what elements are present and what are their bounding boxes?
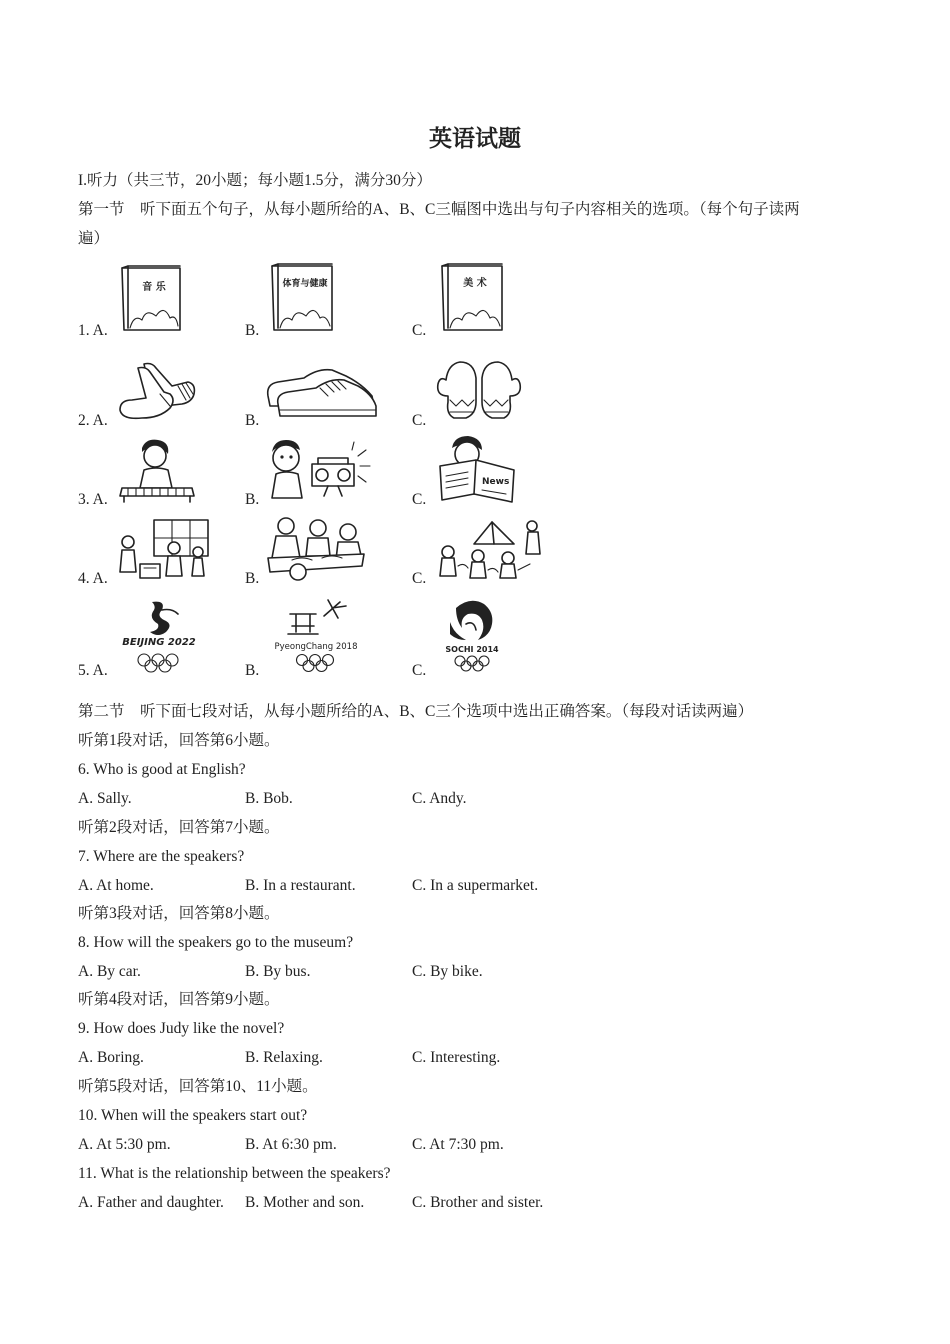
section-header: I.听力（共三节，20小题；每小题1.5分，满分30分）: [78, 172, 432, 189]
q6-option-b[interactable]: B. Bob.: [245, 790, 293, 807]
q7-option-b[interactable]: B. In a restaurant.: [245, 877, 356, 894]
part1-instruction-line1: 第一节 听下面五个句子，从每小题所给的A、B、C三幅图中选出与句子内容相关的选项。（每个句子读两: [78, 201, 800, 218]
q3-label-b: B.: [245, 491, 260, 508]
newspaper-text: News: [482, 477, 510, 487]
q1-label-c: C.: [412, 322, 427, 339]
q10-option-c[interactable]: C. At 7:30 pm.: [412, 1136, 504, 1153]
boy-reading-newspaper-icon[interactable]: [436, 436, 518, 504]
dialog-5-instruction: 听第5段对话，回答第10、11小题。: [78, 1078, 318, 1095]
sochi-2014-logo-icon[interactable]: [436, 598, 508, 672]
q5-label-c: C.: [412, 662, 427, 679]
q9-option-b[interactable]: B. Relaxing.: [245, 1049, 323, 1066]
question-6: 6. Who is good at English?: [78, 761, 246, 778]
question-11: 11. What is the relationship between the speakers?: [78, 1165, 391, 1182]
q6-option-c[interactable]: C. Andy.: [412, 790, 467, 807]
q8-option-c[interactable]: C. By bike.: [412, 963, 483, 980]
q1-label-b: B.: [245, 322, 260, 339]
dialog-4-instruction: 听第4段对话，回答第9小题。: [78, 991, 280, 1008]
q9-option-c[interactable]: C. Interesting.: [412, 1049, 501, 1066]
q2-label-c: C.: [412, 412, 427, 429]
q11-option-c[interactable]: C. Brother and sister.: [412, 1194, 544, 1211]
q5-label-a: 5. A.: [78, 662, 108, 679]
q7-option-c[interactable]: C. In a supermarket.: [412, 877, 539, 894]
dialog-2-instruction: 听第2段对话，回答第7小题。: [78, 819, 280, 836]
q7-option-a[interactable]: A. At home.: [78, 877, 154, 894]
book-b-title: 体育与健康: [282, 279, 328, 289]
q3-label-c: C.: [412, 491, 427, 508]
q5-label-b: B.: [245, 662, 260, 679]
page-title: 英语试题: [429, 126, 521, 151]
q8-option-a[interactable]: A. By car.: [78, 963, 141, 980]
q1-label-a: 1. A.: [78, 322, 108, 339]
dialog-3-instruction: 听第3段对话，回答第8小题。: [78, 905, 280, 922]
socks-icon[interactable]: [116, 360, 200, 424]
dialog-1-instruction: 听第1段对话，回答第6小题。: [78, 732, 280, 749]
q10-option-b[interactable]: B. At 6:30 pm.: [245, 1136, 337, 1153]
part2-instruction: 第二节 听下面七段对话，从每小题所给的A、B、C三个选项中选出正确答案。（每段对话读两遍）: [78, 703, 754, 720]
book-c-title: 美 术: [463, 278, 487, 289]
logo-a-text: BEIJING 2022: [122, 637, 196, 648]
question-10: 10. When will the speakers start out?: [78, 1107, 308, 1124]
q3-label-a: 3. A.: [78, 491, 108, 508]
q11-option-b[interactable]: B. Mother and son.: [245, 1194, 365, 1211]
question-8: 8. How will the speakers go to the museum?: [78, 934, 354, 951]
part1-instruction-line2: 遍）: [78, 230, 110, 247]
sneakers-icon[interactable]: [262, 362, 380, 422]
logo-c-text: SOCHI 2014: [445, 645, 499, 654]
art-book-icon[interactable]: [438, 262, 506, 334]
q6-option-a[interactable]: A. Sally.: [78, 790, 132, 807]
book-a-title: 音 乐: [142, 282, 166, 293]
question-9: 9. How does Judy like the novel?: [78, 1020, 285, 1037]
beijing-2022-logo-icon[interactable]: [112, 598, 206, 674]
family-at-home-icon[interactable]: [114, 516, 214, 582]
boy-playing-piano-icon[interactable]: [118, 438, 196, 504]
q4-label-b: B.: [245, 570, 260, 587]
logo-b-text: PyeongChang 2018: [274, 642, 358, 652]
pe-health-book-icon[interactable]: [268, 262, 336, 334]
q10-option-a[interactable]: A. At 5:30 pm.: [78, 1136, 171, 1153]
family-at-table-icon[interactable]: [262, 514, 368, 584]
q11-option-a[interactable]: A. Father and daughter.: [78, 1194, 224, 1211]
q8-option-b[interactable]: B. By bus.: [245, 963, 311, 980]
mittens-icon[interactable]: [434, 356, 524, 426]
q2-label-b: B.: [245, 412, 260, 429]
pyeongchang-2018-logo-icon[interactable]: [266, 596, 366, 674]
q4-label-a: 4. A.: [78, 570, 108, 587]
q9-option-a[interactable]: A. Boring.: [78, 1049, 144, 1066]
q4-label-c: C.: [412, 570, 427, 587]
family-camping-icon[interactable]: [434, 514, 546, 582]
boy-listening-radio-icon[interactable]: [266, 436, 372, 504]
music-book-icon[interactable]: [118, 264, 184, 334]
q2-label-a: 2. A.: [78, 412, 108, 429]
question-7: 7. Where are the speakers?: [78, 848, 245, 865]
